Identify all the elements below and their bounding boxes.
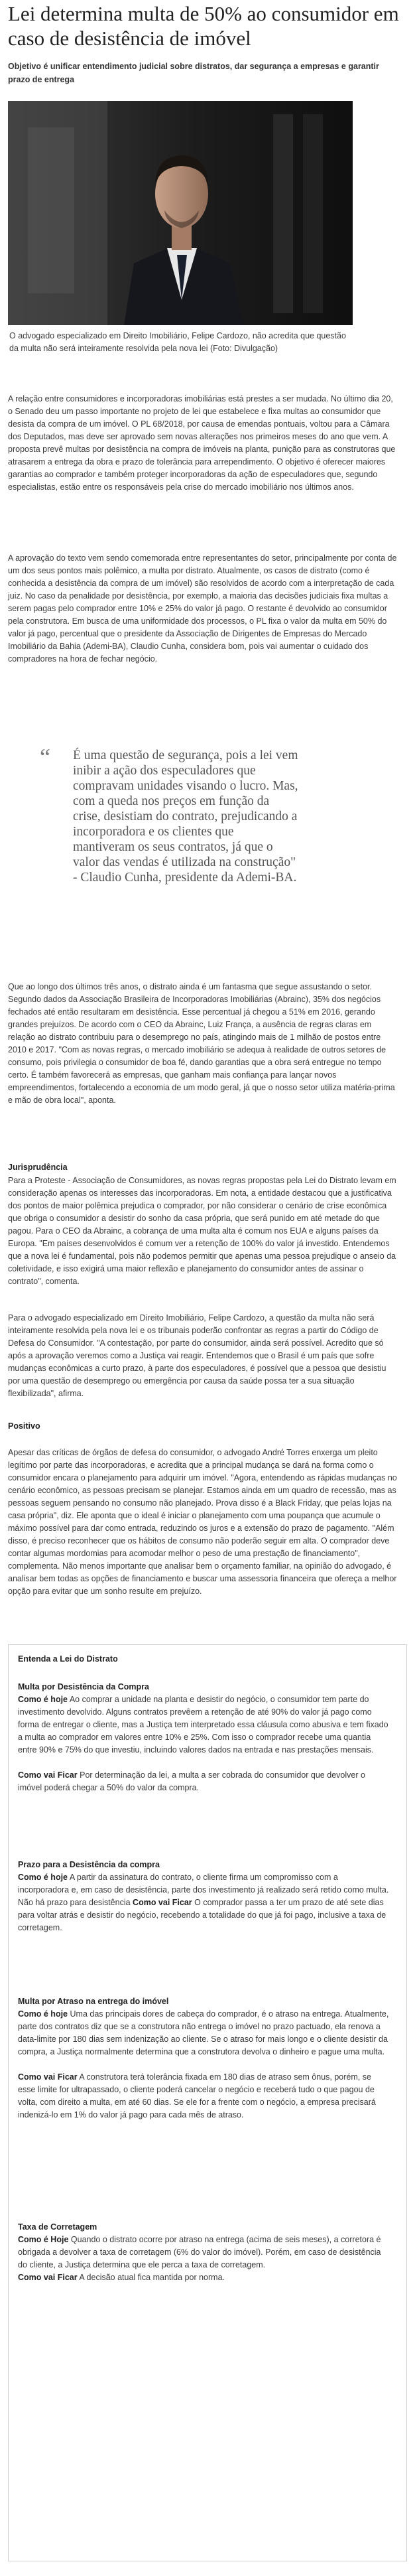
will-text: Por determinação da lei, a multa a ser cobrada do consumidor que devolver o imóvel poderá chegar a 50% do valor da compra. <box>18 1770 365 1792</box>
now-text: Ao comprar a unidade na planta e desistir do negócio, o consumidor tem parte do investimento devolvido. Alguns contratos prevêem a retenção de até 90% do valor já pago como forma de entregar o cliente, mas a Justiça tem interpretado essa cláusula como abusiva e tem fixado a multa ao comprador em valores entre 10% e 25%. Com isso o comprador recebe uma quantia entre 90% e 75% do que investiu, incluindo valores dados na entrada e nas prestações mensais. <box>18 1695 388 1754</box>
section-title: Multa por Desistência da Compra <box>18 1682 149 1691</box>
paragraph-2: A aprovação do texto vem sendo comemorada entre representantes do setor, principalmente por conta de um dos seus pontos mais polêmico, a multa por distrato. Atualmente, os casos de distrato (como é conhecida a desistência da compra de um imóvel) são resolvidos de acordo com a interpretação de cada juiz. No caso da penalidade por desistência, por exemplo, a maioria das decisões judiciais fixa multas a serem pagas pelo comprador entre 10% e 25% do valor já pago. O restante é devolvido ao consumidor pela construtora. Em busca de uma uniformidade dos processos, o PL fixa o valor da multa em 50% do valor já pago, percentual que o presidente da Associação de Dirigentes de Empresas do Mercado Imobiliário da Bahia (Ademi-BA), Claudio Cunha, considera bom, pois vai aumentar o cuidado dos compradores na hora de fechar negócio. <box>8 553 397 664</box>
section-corretagem <box>18 2221 389 2284</box>
now-label: Como é hoje <box>18 2009 68 2019</box>
article-headline: Lei determina multa de 50% ao consumidor em caso de desistência de imóvel <box>8 2 399 50</box>
heading-jurisprudence: Jurisprudência <box>8 1163 68 1172</box>
will-label: Como vai Ficar <box>133 1898 192 1907</box>
section-atraso <box>18 1995 389 2121</box>
will-label: Como vai Ficar <box>18 2273 78 2282</box>
article-subtitle: Objetivo é unificar entendimento judicial sobre distratos, dar segurança a empresas e garantir prazo de entrega <box>8 62 379 84</box>
section-title: Taxa de Corretagem <box>18 2222 97 2232</box>
quote-mark-icon: “ <box>40 744 50 770</box>
section-desistencia <box>18 1681 389 1794</box>
will-text: A decisão atual fica mantida por norma. <box>79 2273 225 2282</box>
article-photo <box>8 101 353 325</box>
now-label: Como é hoje <box>18 1695 68 1704</box>
paragraph-1: A relação entre consumidores e incorporadoras imobiliárias está prestes a ser mudada. No último dia 20, o Senado deu um passo importante no projeto de lei que estabelece e fixa multas ao consumidor que desista da compra de um imóvel. O PL 68/2018, por causa de emendas pontuais, voltou para a Câmara dos Deputados, mas deve ser aprovado sem novas alterações nos primeiros meses do ano que vem. A proposta prevê multas por desistência na compra de imóveis na planta, punição para as construtoras que atrasarem a entrega da obra e prazo de tolerância para arrependimento. O objetivo é oferecer maiores garantias ao comprador e também proteger incorporadoras da ação de especuladores que, segundo especialistas, estão entre os responsáveis pela crise do mercado imobiliário nos últimos anos. <box>8 394 396 492</box>
paragraph-6: Apesar das críticas de órgãos de defesa do consumidor, o advogado André Torres enxerga um pleito legítimo por parte das incorporadoras, e acredita que a principal mudança se dará na forma como o consumidor encara o planejamento para adquirir um imóvel. "Agora, entendendo as rápidas mudanças no cenário econômico, as pessoas precisam se planejar. Estamos ainda em um quadro de recessão, mas as pessoas seguem pensando no consumo não planejado. Prova disso é a Black Friday, que pelas lojas na casa própria", diz. Ele aponta que o ideal é iniciar o planejamento com uma poupança que acumule o máximo possível para dar como entrada, reduzindo os juros e a extensão do prazo de pagamento. "Além disso, é preciso reconhecer que os hábitos de consumo não poderão seguir em alta. O comprador deve contar algumas mordomias para acomodar melhor o peso de uma prestação de financiamento", complementa. Não menos importante que analisar bem o orçamento familiar, na opinião do advogado, é analisar bem todas as opções de financiamento e buscar uma assessoria financeira que ofereça a melhor opção para evitar que um sonho resulte em prejuízo. <box>8 1448 397 1596</box>
paragraph-4: Para a Proteste - Associação de Consumidores, as novas regras propostas pela Lei do Distrato levam em consideração apenas os interesses das incorporadoras. Em nota, a entidade destacou que a justificativa dos pontos de maior polêmica prejudica o comprador, por não considerar o cenário de crise econômica que obriga o consumidor a desistir do sonho da casa própria, que será punido em até metade do que pagou. Para o CEO da Abrainc, a cobrança de uma multa alta é comum nos EUA e alguns países da Europa. "Em países desenvolvidos é comum ver a retenção de 100% do valor já investido. Entendemos que a nova lei é fundamental, pois não podemos permitir que apenas uma pessoa prejudique o anseio da coletividade, e isso exigirá uma maior reflexão e planejamento do consumidor antes de assinar o contrato", comenta. <box>8 1176 396 1286</box>
lawyer-portrait-image <box>8 101 353 325</box>
now-label: Como é Hoje <box>18 2235 69 2244</box>
section-title: Prazo para a Desistência da compra <box>18 1860 160 1869</box>
photo-caption: O advogado especializado em Direito Imobiliário, Felipe Cardozo, não acredita que questão da multa não será inteiramente resolvida pela nova lei (Foto: Divulgação) <box>9 331 346 353</box>
now-text: Quando o distrato ocorre por atraso na entrega (acima de seis meses), a corretora é obrigada a devolver a taxa de corretagem (6% do valor do imóvel). Porém, em caso de desistência do cliente, a Justiça determina que ele perca a taxa de corretagem. <box>18 2235 381 2269</box>
will-label: Como vai Ficar <box>18 2072 78 2082</box>
now-text: A partir da assinatura do contrato, o cliente firma um compromisso com a incorporadora e, em caso de desistência, parte dos investimento já realizado será retido como multa. Não há prazo para desistência <box>18 1873 389 1907</box>
box-title: Entenda a Lei do Distrato <box>18 1654 118 1664</box>
section-prazo <box>18 1859 389 1934</box>
distrato-explainer-box <box>8 1644 407 2561</box>
will-label: Como vai Ficar <box>18 1770 78 1780</box>
heading-positive: Positivo <box>8 1421 40 1431</box>
paragraph-3: Que ao longo dos últimos três anos, o distrato ainda é um fantasma que segue assustando o setor. Segundo dados da Associação Brasileira de Incorporadoras Imobiliárias (Abrainc), 35% dos negócios fechados até então resultaram em desistência. Esse percentual já chegou a 51% em 2016, gerando grandes prejuízos. De acordo com o CEO da Abrainc, Luiz França, a ausência de regras claras em relação ao distrato contribuiu para o desemprego no país, atingindo mais de 1 milhão de postos entre 2010 e 2017. "Com as novas regras, o mercado imobiliário se adequa à realidade de outros setores de consumo, pois privilegia o consumidor de boa fé, dando garantias que a obra será entregue no tempo certo. É também favorecerá as empresas, que ganham mais confiança para lançar novos empreendimentos, fortalecendo a economia de um modo geral, já que o nosso setor utiliza matéria-prima e mão de obra local", aponta. <box>8 982 395 1105</box>
now-text: Uma das principais dores de cabeça do comprador, é o atraso na entrega. Atualmente, parte dos contratos diz que se a construtora não entrega o imóvel no prazo pactuado, ela renova a data-limite por 180 dias sem indenização ao cliente. Se o atraso for mais longo e o cliente desistir da compra, a Justiça normalmente determina que a construtora devolva o dinheiro e pague uma multa. <box>18 2009 389 2056</box>
will-text: O comprador passa a ter um prazo de até sete dias para voltar atrás e desistir do negócio, recebendo a totalidade do que já foi pago, inclusive a taxa de corretagem. <box>18 1898 386 1932</box>
now-label: Como é hoje <box>18 1873 68 1882</box>
paragraph-5: Para o advogado especializado em Direito Imobiliário, Felipe Cardozo, a questão da multa não será inteiramente resolvida pela nova lei e os tribunais poderão confrontar as regras a partir do Código de Defesa do Consumidor. "A contestação, por parte do consumidor, ainda será possível. Acredito que só após a aprovação veremos como a Justiça vai reagir. Entendemos que o Brasil é um país que sofre mudanças econômicas a curto prazo, à parte dos especuladores, é possível que a pessoa que desistiu por uma questão de desemprego ou emergência por causa da saúde possa ter a sua situação flexibilizada", afirma. <box>8 1313 386 1398</box>
pull-quote: É uma questão de segurança, pois a lei vem inibir a ação dos especuladores que compravam unidades visando o lucro. Mas, com a queda nos preços em função da crise, desistiam do contrato, prejudicando a incorporadora e os clientes que mantiveram os seus contratos, já que o valor das vendas é utilizada na construção" - Claudio Cunha, presidente da Ademi-BA. <box>73 749 298 885</box>
will-text: A construtora terá tolerância fixada em 180 dias de atraso sem ônus, porém, se esse limite for ultrapassado, o cliente poderá cancelar o negócio e receberá tudo o que pagou de volta, com direito a multa, em até 60 dias. Se ele for a frente com o negócio, a empresa precisará indenizá-lo em 1% do valor já pago para cada mês de atraso. <box>18 2072 376 2119</box>
section-title: Multa por Atraso na entrega do imóvel <box>18 1997 169 2006</box>
